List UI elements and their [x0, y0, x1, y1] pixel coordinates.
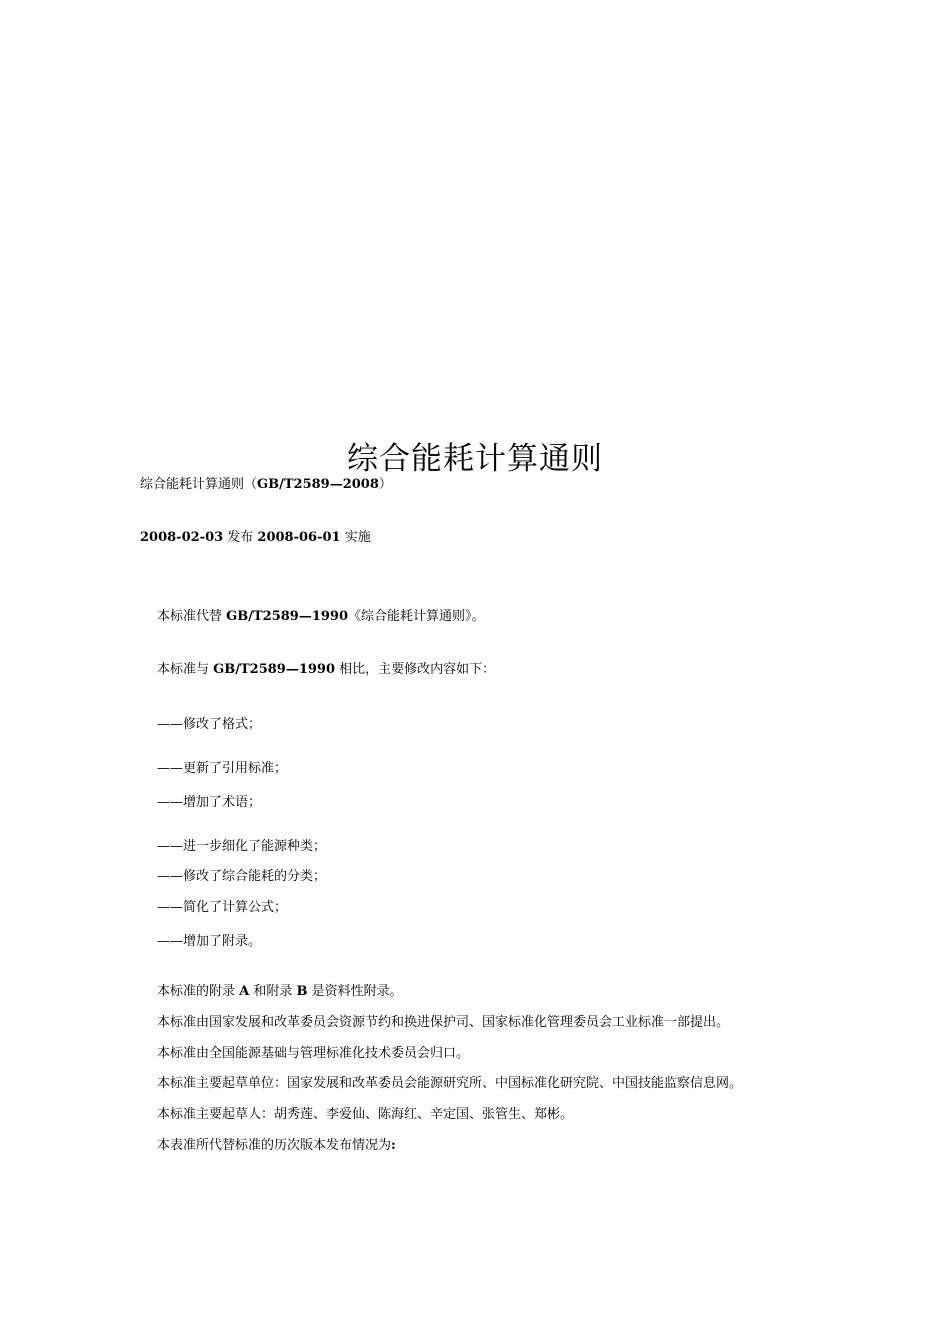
document-title: 综合能耗计算通则: [347, 441, 603, 477]
change-item: ——修改了综合能耗的分类；: [157, 869, 327, 884]
issue-date: 2008-02-03: [140, 530, 224, 545]
change-item: ——更新了引用标准；: [157, 761, 288, 776]
implementation-date: 2008-06-01: [257, 530, 341, 545]
change-item: ——增加了附录。: [157, 934, 262, 949]
comparison-paragraph: 本标准与 GB/T2589—1990 相比，主要修改内容如下：: [157, 662, 496, 677]
issue-dates: 2008-02-03 发布 2008-06-01 实施: [140, 530, 371, 545]
replacement-paragraph: 本标准代替 GB/T2589—1990《综合能耗计算通则》。: [157, 609, 485, 624]
appendix-paragraph: 本标准的附录 A 和附录 B 是资料性附录。: [157, 984, 403, 999]
change-item: ——进一步细化了能源种类；: [157, 839, 327, 854]
drafters-paragraph: 本标准主要起草人：胡秀莲、李爱仙、陈海红、辛定国、张管生、郑彬。: [157, 1107, 574, 1122]
change-item: ——增加了术语；: [157, 795, 262, 810]
change-item: ——简化了计算公式；: [157, 900, 288, 915]
standard-code: GB/T2589—2008: [257, 477, 379, 492]
change-item: ——修改了格式；: [157, 717, 262, 732]
history-paragraph: 本表准所代替标准的历次版本发布情况为:: [157, 1138, 396, 1153]
drafting-units-paragraph: 本标准主要起草单位：国家发展和改革委员会能源研究所、中国标准化研究院、中国技能监察信息网。: [157, 1076, 743, 1091]
standard-subtitle: 综合能耗计算通则（GB/T2589—2008）: [140, 477, 392, 492]
administrator-paragraph: 本标准由全国能源基础与管理标准化技术委员会归口。: [157, 1046, 470, 1061]
proposer-paragraph: 本标准由国家发展和改革委员会资源节约和换进保护司、国家标准化管理委员会工业标准一部提出。: [157, 1015, 730, 1030]
